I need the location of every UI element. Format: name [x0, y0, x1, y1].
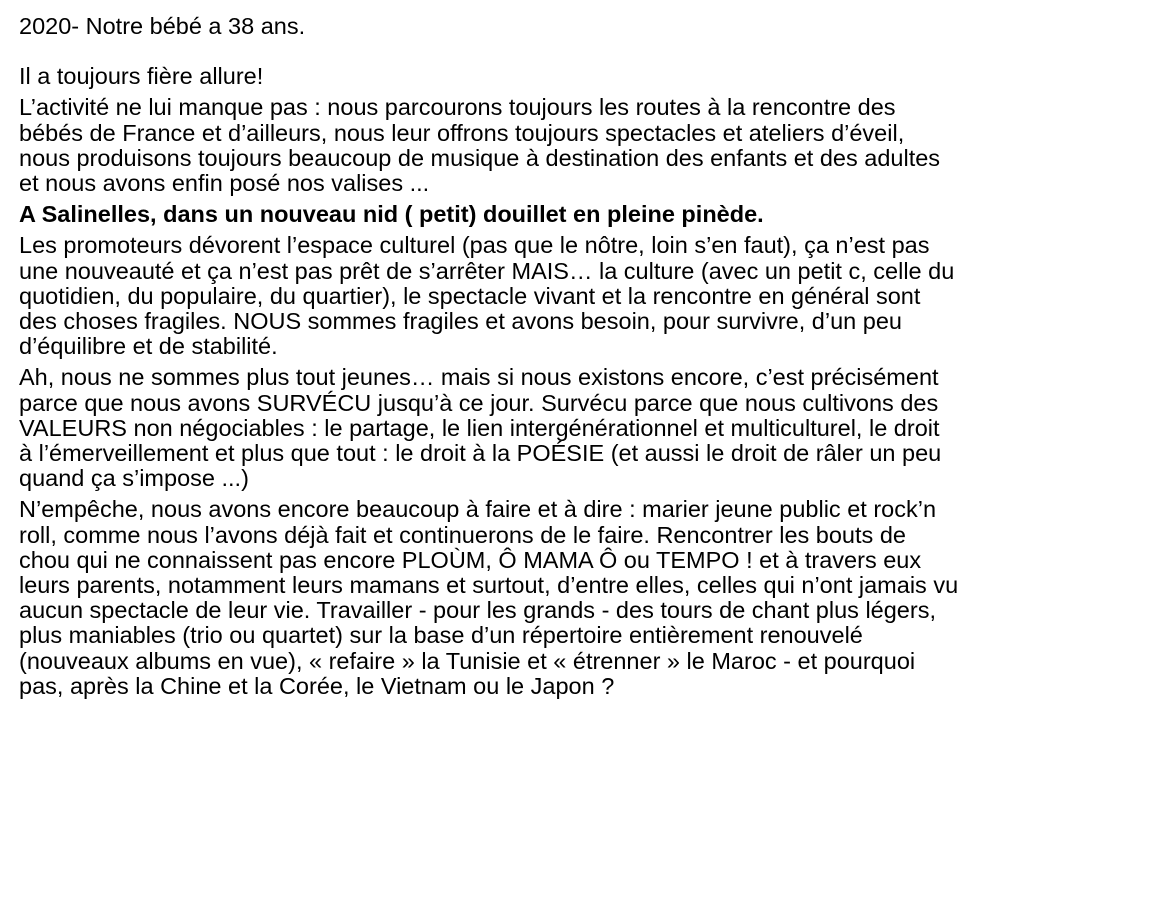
- text-line: A Salinelles, dans un nouveau nid ( petit) douillet en pleine pinède.: [19, 201, 764, 228]
- text-line: N’empêche, nous avons encore beaucoup à faire et à dire : marier jeune public et rock’n: [19, 496, 937, 523]
- text-line: roll, comme nous l’avons déjà fait et continuerons de le faire. Rencontrer les bouts de: [19, 521, 906, 548]
- text-line: parce que nous avons SURVÉCU jusqu’à ce jour. Survécu parce que nous cultivons des: [19, 389, 939, 416]
- paragraph-survecu: [19, 365, 1149, 491]
- text-line: Les promoteurs dévorent l’espace culturel (pas que le nôtre, loin s’en faut), ça n’est pas: [19, 232, 930, 259]
- text-line: leurs parents, notamment leurs mamans et surtout, d’entre elles, celles qui n’ont jamais vu: [19, 572, 959, 599]
- text-line: chou qui ne connaissent pas encore PLOÙM, Ô MAMA Ô ou TEMPO ! et à travers eux: [19, 546, 922, 573]
- text-line: Il a toujours fière allure!: [19, 63, 264, 90]
- text-line: VALEURS non négociables : le partage, le lien intergénérationnel et multiculturel, le droit: [19, 414, 940, 441]
- text-line: (nouveaux albums en vue), « refaire » la Tunisie et « étrenner » le Maroc - et pourquoi: [19, 647, 916, 674]
- paragraph-promoteurs: [19, 233, 1149, 359]
- paragraph-projets: [19, 497, 1149, 699]
- text-line: des choses fragiles. NOUS sommes fragiles et avons besoin, pour survivre, d’un peu: [19, 308, 902, 335]
- text-line: L’activité ne lui manque pas : nous parcourons toujours les routes à la rencontre des: [19, 94, 896, 121]
- document-body: [19, 14, 1149, 705]
- text-line: plus maniables (trio ou quartet) sur la base d’un répertoire entièrement renouvelé: [19, 622, 863, 649]
- text-line: quand ça s’impose ...): [19, 465, 249, 492]
- document-heading: 2020- Notre bébé a 38 ans.: [19, 13, 306, 39]
- text-line: d’équilibre et de stabilité.: [19, 333, 278, 360]
- text-line: à l’émerveillement et plus que tout : le droit à la POÉSIE (et aussi le droit de râler un peu: [19, 440, 942, 467]
- paragraph-allure: [19, 64, 1149, 89]
- text-line: bébés de France et d’ailleurs, nous leur offrons toujours spectacles et ateliers d’éveil,: [19, 119, 905, 146]
- text-line: nous produisons toujours beaucoup de musique à destination des enfants et des adultes: [19, 144, 941, 171]
- text-line: une nouveauté et ça n’est pas prêt de s’arrêter MAIS… la culture (avec un petit c, celle du: [19, 257, 955, 284]
- paragraph-salinelles: [19, 202, 1149, 227]
- text-line: aucun spectacle de leur vie. Travailler - pour les grands - des tours de chant plus légers,: [19, 597, 936, 624]
- text-line: pas, après la Chine et la Corée, le Vietnam ou le Japon ?: [19, 672, 615, 699]
- text-line: quotidien, du populaire, du quartier), le spectacle vivant et la rencontre en général sont: [19, 282, 921, 309]
- paragraph-activity: [19, 95, 1149, 196]
- text-line: et nous avons enfin posé nos valises ...: [19, 170, 430, 197]
- text-line: Ah, nous ne sommes plus tout jeunes… mais si nous existons encore, c’est précisément: [19, 364, 939, 391]
